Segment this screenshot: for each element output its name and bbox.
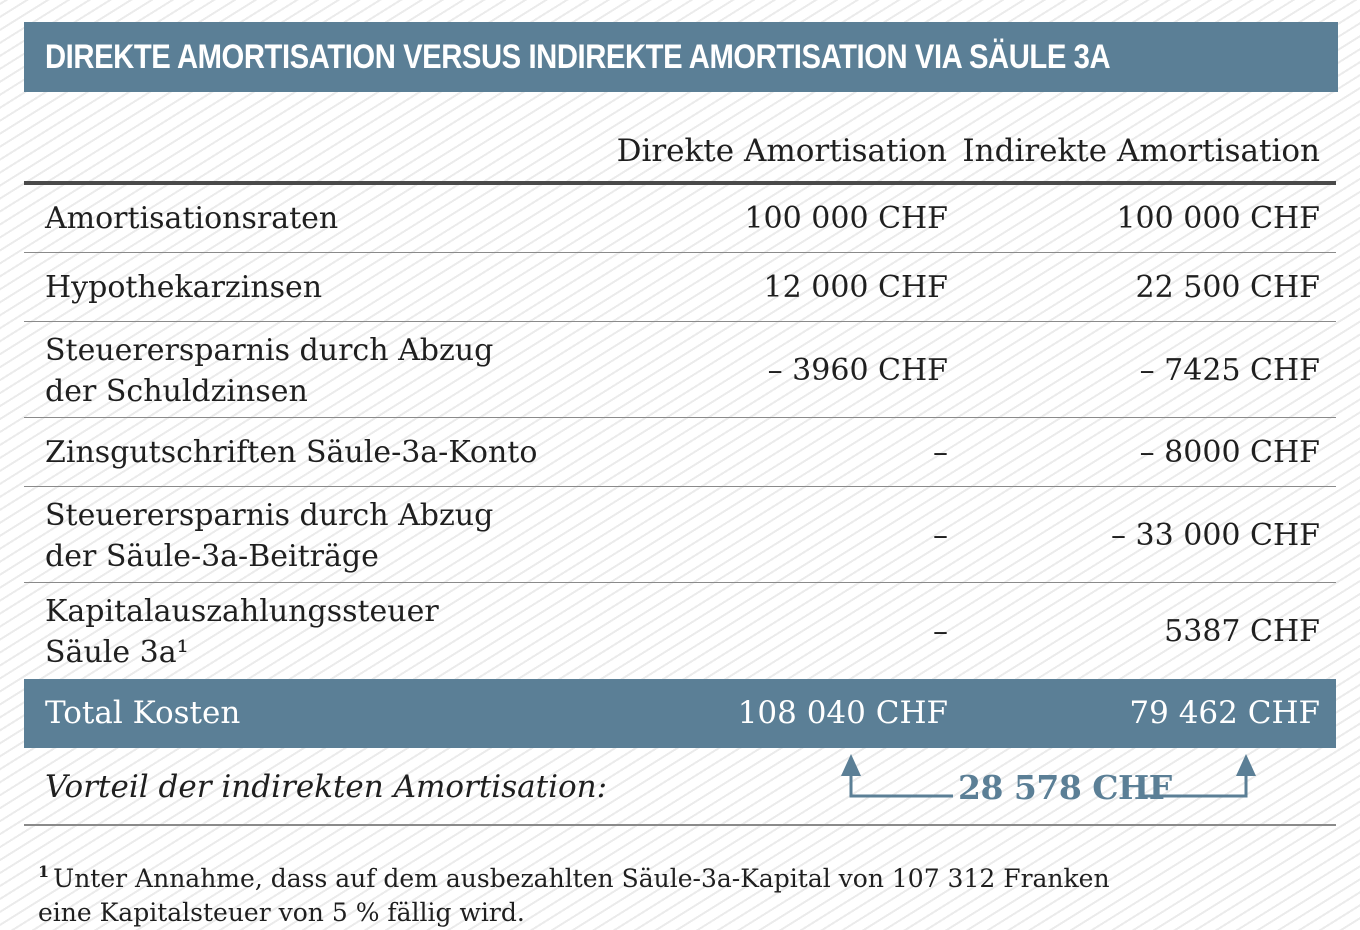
total-direct: 108 040 CHF: [737, 695, 948, 731]
cell-indirect: 22 500 CHF: [1135, 270, 1320, 305]
cell-direct: –: [933, 518, 948, 553]
total-indirect: 79 462 CHF: [1129, 695, 1320, 731]
footnote-line: [38, 855, 1318, 896]
row-label-line: Kapitalauszahlungssteuer: [45, 594, 439, 629]
table-row: [24, 185, 1336, 253]
advantage-label: Vorteil der indirekten Amortisation:: [45, 769, 608, 805]
cell-indirect: 100 000 CHF: [1116, 201, 1320, 236]
table-row: [24, 418, 1336, 487]
cell-direct: 100 000 CHF: [744, 201, 948, 236]
footnote: [38, 855, 1318, 930]
row-label-line: Steuerersparnis durch Abzug: [45, 333, 494, 368]
row-label: [45, 432, 537, 473]
row-label-line: Steuerersparnis durch Abzug: [45, 498, 494, 533]
cell-direct: 12 000 CHF: [763, 270, 948, 305]
row-label-line: Hypothekarzinsen: [45, 270, 323, 305]
row-label: [45, 267, 322, 308]
row-label: [45, 330, 493, 412]
table-title-bar: [24, 22, 1338, 92]
row-label: [45, 591, 439, 673]
row-label-line: Zinsgutschriften Säule-3a-Konto: [45, 435, 538, 470]
row-label-line: der Schuldzinsen: [45, 374, 308, 409]
table-row: [24, 322, 1336, 418]
row-label-line: der Säule-3a-Beiträge: [45, 539, 379, 574]
table-row: [24, 253, 1336, 322]
cell-direct: – 3960 CHF: [767, 353, 948, 388]
footnote-marker: 1: [38, 862, 50, 881]
cell-direct: –: [933, 435, 948, 470]
footnote-line: eine Kapitalsteuer von 5 % fällig wird.: [38, 898, 525, 927]
cell-indirect: – 7425 CHF: [1139, 353, 1320, 388]
row-label: [45, 495, 493, 577]
row-label-line: Amortisationsraten: [45, 201, 339, 236]
table-row: [24, 487, 1336, 583]
table-title: DIREKTE AMORTISATION VERSUS INDIREKTE AMORTISATION VIA SÄULE 3A: [45, 38, 1111, 76]
row-label-line: Säule 3a¹: [45, 635, 189, 670]
cell-indirect: 5387 CHF: [1164, 614, 1320, 649]
total-label: Total Kosten: [45, 695, 241, 731]
bottom-divider: [24, 824, 1336, 826]
cell-indirect: – 8000 CHF: [1139, 435, 1320, 470]
row-label: [45, 198, 338, 239]
table-row: [24, 583, 1336, 679]
footnote-text: Unter Annahme, dass auf dem ausbezahlten Säule-3a-Kapital von 107 312 Franken: [53, 864, 1110, 893]
column-header-indirect: Indirekte Amortisation: [962, 133, 1320, 169]
total-row: [24, 679, 1336, 748]
advantage-value: 28 578 CHF: [958, 768, 1172, 807]
column-header-direct: Direkte Amortisation: [616, 133, 947, 169]
cell-direct: –: [933, 614, 948, 649]
cell-indirect: – 33 000 CHF: [1111, 518, 1320, 553]
